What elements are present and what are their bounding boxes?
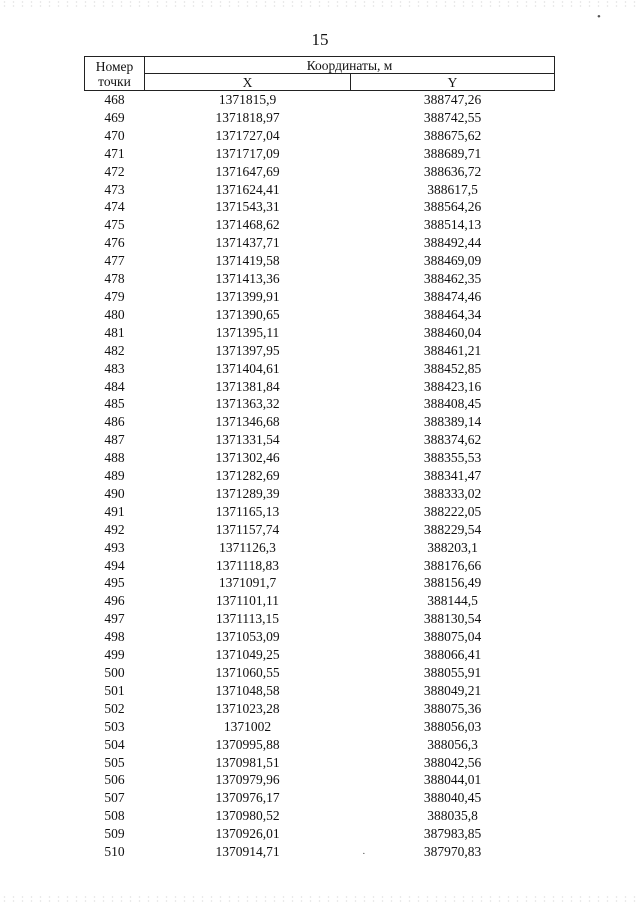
y-coordinate-cell: 388035,8	[427, 808, 478, 824]
table-row	[85, 413, 555, 431]
x-coordinate-cell: 1371363,32	[215, 396, 280, 412]
point-number-cell: 488	[104, 450, 125, 466]
table-body	[85, 91, 555, 861]
point-number-cell: 502	[104, 700, 125, 716]
x-coordinate-cell: 1371390,65	[215, 306, 280, 322]
x-coordinate-cell: 1371727,04	[215, 127, 280, 143]
table-row	[85, 843, 555, 861]
point-number-cell: 505	[104, 754, 125, 770]
table-row	[85, 145, 555, 163]
point-number-cell: 489	[104, 468, 125, 484]
x-coordinate-cell: 1370981,51	[215, 754, 280, 770]
point-number-header	[85, 57, 145, 91]
point-number-cell: 507	[104, 790, 125, 806]
y-coordinate-cell: 388514,13	[423, 217, 482, 233]
x-coordinate-cell: 1371647,69	[215, 163, 280, 179]
point-number-cell: 506	[104, 772, 125, 788]
table-row	[85, 270, 555, 288]
table-row	[85, 306, 555, 324]
x-coordinate-cell: 1371331,54	[215, 432, 280, 448]
x-coordinate-cell: 1370914,71	[215, 844, 280, 860]
table-row	[85, 91, 555, 109]
table-row	[85, 646, 555, 664]
y-coordinate-cell: 388689,71	[423, 145, 482, 161]
y-coordinate-cell: 388408,45	[423, 396, 482, 412]
table-row	[85, 700, 555, 718]
point-number-cell: 484	[104, 378, 125, 394]
point-number-cell: 493	[104, 539, 125, 555]
x-coordinate-cell: 1371048,58	[215, 682, 280, 698]
coordinates-header: Координаты, м	[145, 57, 555, 74]
point-number-cell: 471	[104, 145, 125, 161]
point-number-cell: 485	[104, 396, 125, 412]
table-row	[85, 163, 555, 181]
point-number-cell: 496	[104, 593, 125, 609]
table-row	[85, 664, 555, 682]
y-coordinate-cell: 388333,02	[423, 485, 482, 501]
table-row	[85, 718, 555, 736]
x-coordinate-cell: 1371468,62	[215, 217, 280, 233]
x-coordinate-cell: 1371399,91	[215, 288, 280, 304]
y-coordinate-cell: 388464,34	[423, 306, 482, 322]
y-coordinate-cell: 388564,26	[423, 199, 482, 215]
y-coordinate-cell: 388374,62	[423, 432, 482, 448]
point-number-cell: 480	[104, 306, 125, 322]
scan-noise-top	[0, 0, 640, 8]
point-number-cell: 479	[104, 288, 125, 304]
y-coordinate-cell: 388056,03	[423, 718, 482, 734]
table-header-row-bottom	[85, 74, 555, 91]
y-coordinate-cell: 388492,44	[423, 235, 482, 251]
table-row	[85, 771, 555, 789]
point-number-cell: 473	[104, 181, 125, 197]
x-coordinate-cell: 1371404,61	[215, 360, 280, 376]
point-number-cell: 495	[104, 575, 125, 591]
table-row	[85, 109, 555, 127]
x-coordinate-cell: 1371437,71	[215, 235, 280, 251]
y-coordinate-cell: 387970,83	[423, 844, 482, 860]
point-number-cell: 474	[104, 199, 125, 215]
table-row	[85, 574, 555, 592]
x-coordinate-cell: 1371002	[223, 718, 272, 734]
y-coordinate-cell: 388355,53	[423, 450, 482, 466]
x-coordinate-cell: 1371624,41	[215, 181, 280, 197]
x-coordinate-cell: 1370976,17	[215, 790, 280, 806]
table-row	[85, 557, 555, 575]
x-coordinate-cell: 1371049,25	[215, 647, 280, 663]
table-row	[85, 736, 555, 754]
y-coordinate-cell: 388075,36	[423, 700, 482, 716]
x-coordinate-cell: 1371113,15	[215, 611, 280, 627]
coordinates-table	[84, 56, 555, 861]
y-coordinate-cell: 388049,21	[423, 682, 482, 698]
table-row	[85, 181, 555, 199]
point-number-cell: 468	[104, 92, 125, 107]
y-coordinate-cell: 388229,54	[423, 521, 482, 537]
y-coordinate-cell: 388460,04	[423, 324, 482, 340]
x-coordinate-cell: 1371413,36	[215, 271, 280, 287]
table-row	[85, 360, 555, 378]
y-coordinate-cell: 388461,21	[423, 342, 482, 358]
x-coordinate-cell: 1371157,74	[215, 521, 280, 537]
x-coordinate-cell: 1371289,39	[215, 485, 280, 501]
x-coordinate-cell: 1371381,84	[215, 378, 280, 394]
table-row	[85, 288, 555, 306]
x-coordinate-cell: 1371818,97	[215, 109, 280, 125]
table-row	[85, 378, 555, 396]
x-coordinate-cell: 1371165,13	[215, 503, 280, 519]
x-coordinate-cell: 1371717,09	[215, 145, 280, 161]
table-row	[85, 198, 555, 216]
y-column-header: Y	[351, 74, 555, 91]
y-coordinate-cell: 388617,5	[427, 181, 478, 197]
y-coordinate-cell: 388423,16	[423, 378, 482, 394]
point-number-cell: 501	[104, 682, 125, 698]
x-coordinate-cell: 1370979,96	[215, 772, 280, 788]
y-coordinate-cell: 388341,47	[423, 468, 482, 484]
point-number-header-line1: Номер	[95, 58, 134, 74]
point-number-cell: 486	[104, 414, 125, 430]
y-coordinate-cell: 388130,54	[423, 611, 482, 627]
table-row	[85, 754, 555, 772]
y-coordinate-cell: 388462,35	[423, 271, 482, 287]
x-coordinate-cell: 1371023,28	[215, 700, 280, 716]
scan-noise-bottom	[0, 895, 640, 903]
point-number-cell: 509	[104, 826, 125, 842]
point-number-cell: 492	[104, 521, 125, 537]
point-number-cell: 490	[104, 485, 125, 501]
point-number-cell: 497	[104, 611, 125, 627]
x-coordinate-cell: 1371543,31	[215, 199, 280, 215]
table-row	[85, 682, 555, 700]
y-coordinate-cell: 388156,49	[423, 575, 482, 591]
x-coordinate-cell: 1371126,3	[219, 539, 276, 555]
point-number-cell: 470	[104, 127, 125, 143]
point-number-cell: 504	[104, 736, 125, 752]
point-number-cell: 478	[104, 271, 125, 287]
y-coordinate-cell: 388747,26	[423, 92, 482, 107]
x-coordinate-cell: 1371397,95	[215, 342, 280, 358]
point-number-cell: 476	[104, 235, 125, 251]
y-coordinate-cell: 388742,55	[423, 109, 482, 125]
point-number-cell: 482	[104, 342, 125, 358]
table-row	[85, 127, 555, 145]
point-number-cell: 483	[104, 360, 125, 376]
point-number-cell: 499	[104, 647, 125, 663]
x-coordinate-cell: 1371101,11	[215, 593, 280, 609]
y-coordinate-cell: 388040,45	[423, 790, 482, 806]
x-coordinate-cell: 1371091,7	[218, 575, 277, 591]
table-row	[85, 503, 555, 521]
point-number-cell: 481	[104, 324, 125, 340]
x-coordinate-cell: 1370995,88	[215, 736, 280, 752]
table-row	[85, 449, 555, 467]
point-number-cell: 508	[104, 808, 125, 824]
table-row	[85, 628, 555, 646]
scan-speck: ·	[362, 848, 366, 860]
point-number-cell: 491	[104, 503, 125, 519]
y-coordinate-cell: 388042,56	[423, 754, 482, 770]
x-column-header: X	[145, 74, 351, 91]
y-coordinate-cell: 388176,66	[423, 557, 482, 573]
table-row	[85, 252, 555, 270]
x-coordinate-cell: 1371302,46	[215, 450, 280, 466]
x-coordinate-cell: 1371053,09	[215, 629, 280, 645]
point-number-cell: 503	[104, 718, 125, 734]
point-number-cell: 498	[104, 629, 125, 645]
table-row	[85, 431, 555, 449]
table-row	[85, 395, 555, 413]
table-row	[85, 342, 555, 360]
point-number-cell: 472	[104, 163, 125, 179]
x-coordinate-cell: 1371060,55	[215, 665, 280, 680]
y-coordinate-cell: 388469,09	[423, 253, 482, 269]
y-coordinate-cell: 388144,5	[427, 593, 478, 609]
point-number-cell: 510	[104, 844, 125, 860]
x-coordinate-cell: 1370926,01	[215, 826, 280, 842]
y-coordinate-cell: 388044,01	[423, 772, 482, 788]
y-coordinate-cell: 388075,04	[423, 629, 482, 645]
point-number-cell: 487	[104, 432, 125, 448]
y-coordinate-cell: 388452,85	[423, 360, 482, 376]
point-number-cell: 475	[104, 217, 125, 233]
y-coordinate-cell: 388636,72	[423, 163, 482, 179]
x-coordinate-cell: 1371419,58	[215, 253, 280, 269]
y-coordinate-cell: 387983,85	[423, 826, 482, 842]
table-header-row-top	[85, 57, 555, 74]
point-number-cell: 477	[104, 253, 125, 269]
point-number-cell: 469	[104, 109, 125, 125]
y-coordinate-cell: 388055,91	[423, 665, 482, 680]
table-row	[85, 234, 555, 252]
table-row	[85, 324, 555, 342]
table-row	[85, 539, 555, 557]
y-coordinate-cell: 388056,3	[427, 736, 478, 752]
table-row	[85, 467, 555, 485]
y-coordinate-cell: 388474,46	[423, 288, 482, 304]
table-row	[85, 216, 555, 234]
table-row	[85, 521, 555, 539]
y-coordinate-cell: 388675,62	[423, 127, 482, 143]
table-row	[85, 610, 555, 628]
table-row	[85, 807, 555, 825]
table-row	[85, 789, 555, 807]
x-coordinate-cell: 1371815,9	[218, 92, 277, 107]
scan-speck: •	[597, 11, 601, 23]
x-coordinate-cell: 1371282,69	[215, 468, 280, 484]
y-coordinate-cell: 388389,14	[423, 414, 482, 430]
table-row	[85, 592, 555, 610]
point-number-header-line2: точки	[98, 73, 131, 89]
point-number-cell: 494	[104, 557, 125, 573]
y-coordinate-cell: 388222,05	[423, 503, 482, 519]
x-coordinate-cell: 1371346,68	[215, 414, 280, 430]
table-row	[85, 825, 555, 843]
y-coordinate-cell: 388066,41	[423, 647, 482, 663]
point-number-cell: 500	[104, 665, 125, 680]
x-coordinate-cell: 1371118,83	[215, 557, 280, 573]
x-coordinate-cell: 1371395,11	[215, 324, 280, 340]
page-number: 15	[311, 30, 329, 49]
y-coordinate-cell: 388203,1	[427, 539, 478, 555]
x-coordinate-cell: 1370980,52	[215, 808, 280, 824]
table-row	[85, 485, 555, 503]
